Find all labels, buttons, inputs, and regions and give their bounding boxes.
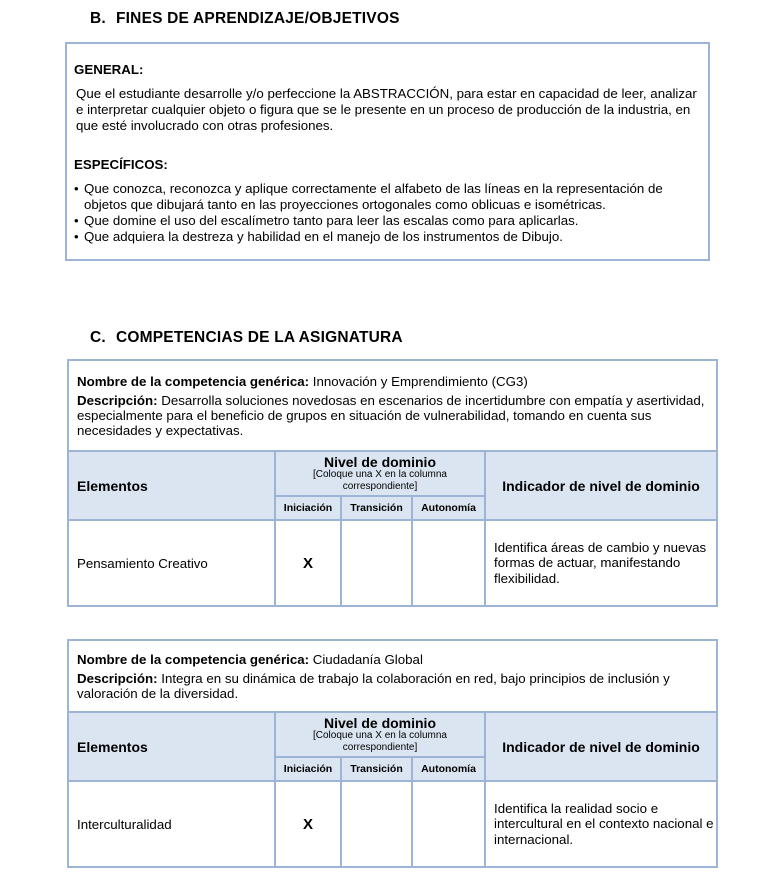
- iniciacion-header: Iniciación: [275, 496, 341, 520]
- section-b-letter: B.: [90, 10, 106, 27]
- nombre-label: Nombre de la competencia genérica:: [77, 373, 310, 389]
- section-c-letter: C.: [90, 329, 106, 346]
- competency-description: Desarrolla soluciones novedosas en escenarios de incertidumbre con empatía y asertividad, especialmente para el beneficio de grupos en situación de vulnerabilidad, tomando en cuenta sus necesidades y expectativas.: [77, 392, 705, 438]
- transicion-mark: [341, 520, 412, 606]
- iniciacion-mark: X: [275, 781, 341, 867]
- section-c-heading: [90, 329, 403, 347]
- nivel-instruction: [Coloque una X en la columna correspondiente]: [313, 730, 447, 753]
- indicador-cell: Identifica la realidad socio e intercultural en el contexto nacional e internacional.: [485, 781, 717, 867]
- nivel-header: [275, 712, 485, 757]
- indicador-header: Indicador de nivel de dominio: [485, 712, 717, 781]
- nivel-header: [275, 451, 485, 496]
- nivel-title: Nivel de dominio: [323, 715, 436, 731]
- especificos-label: ESPECÍFICOS:: [74, 157, 168, 172]
- competency-name: Innovación y Emprendimiento (CG3): [312, 373, 528, 389]
- nivel-instruction: [Coloque una X en la columna correspondiente]: [313, 469, 447, 492]
- especifico-item: • Que conozca, reconozca y aplique correctamente el alfabeto de las líneas en la representación de objetos que dibujará tanto en las proyecciones ortogonales como oblicuas e isométricas.: [74, 181, 702, 213]
- especifico-item: • Que domine el uso del escalímetro tanto para leer las escalas como para aplicarlas.: [74, 213, 702, 229]
- elementos-header: Elementos: [68, 451, 275, 520]
- autonomia-header: Autonomía: [412, 757, 485, 781]
- nombre-label: Nombre de la competencia genérica:: [77, 651, 310, 667]
- competency-header: [68, 360, 717, 451]
- competency-header: [68, 640, 717, 712]
- competency-table: [67, 359, 718, 607]
- autonomia-mark: [412, 520, 485, 606]
- transicion-mark: [341, 781, 412, 867]
- general-label: GENERAL:: [74, 62, 144, 77]
- descripcion-label: Descripción:: [77, 392, 158, 408]
- competency-description: Integra en su dinámica de trabajo la colaboración en red, bajo principios de inclusión y valoración de la diversidad.: [77, 670, 670, 701]
- iniciacion-header: Iniciación: [275, 757, 341, 781]
- indicador-header: Indicador de nivel de dominio: [485, 451, 717, 520]
- elemento-cell: Interculturalidad: [68, 781, 275, 867]
- elementos-header: Elementos: [68, 712, 275, 781]
- elemento-cell: Pensamiento Creativo: [68, 520, 275, 606]
- nivel-title: Nivel de dominio: [323, 454, 436, 470]
- general-text: Que el estudiante desarrolle y/o perfeccione la ABSTRACCIÓN, para estar en capacidad de leer, analizar e interpretar cualquier objeto o figura que se le presente en un proceso de producción de la industria, en que esté involucrado con otras profesiones.: [76, 86, 697, 133]
- section-b-title: FINES DE APRENDIZAJE/OBJETIVOS: [116, 10, 400, 27]
- indicador-cell: Identifica áreas de cambio y nuevas formas de actuar, manifestando flexibilidad.: [485, 520, 717, 606]
- section-c-title: COMPETENCIAS DE LA ASIGNATURA: [116, 329, 403, 346]
- transicion-header: Transición: [341, 496, 412, 520]
- autonomia-mark: [412, 781, 485, 867]
- transicion-header: Transición: [341, 757, 412, 781]
- especifico-item: • Que adquiera la destreza y habilidad en el manejo de los instrumentos de Dibujo.: [74, 229, 702, 245]
- objectives-box: [65, 42, 710, 261]
- competency-name: Ciudadanía Global: [312, 651, 423, 667]
- competency-table: [67, 639, 718, 868]
- section-b-heading: [90, 10, 400, 28]
- iniciacion-mark: X: [275, 520, 341, 606]
- especificos-list: [74, 181, 702, 245]
- autonomia-header: Autonomía: [412, 496, 485, 520]
- descripcion-label: Descripción:: [77, 670, 158, 686]
